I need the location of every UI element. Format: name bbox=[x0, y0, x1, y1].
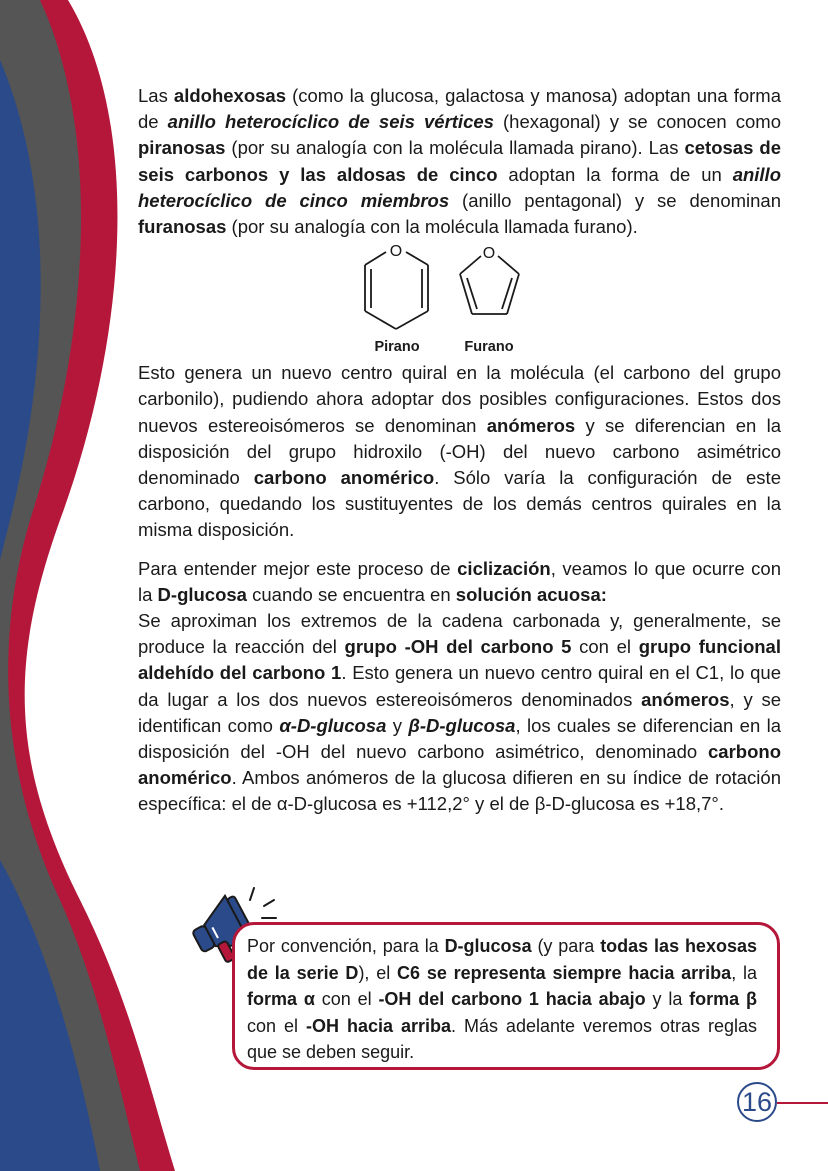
bold-text: anómeros bbox=[486, 414, 576, 436]
text: cuando se encuentra en bbox=[246, 583, 456, 605]
bold-text: forma β bbox=[689, 989, 757, 1009]
furan-oxygen: O bbox=[482, 245, 496, 263]
bold-text: forma α bbox=[247, 989, 315, 1009]
page-number-rule bbox=[777, 1102, 828, 1104]
text: (por su analogía con la molécula llamada pirano). Las bbox=[225, 137, 685, 159]
bold-text: carbono anomérico bbox=[138, 741, 781, 789]
bold-text: ciclización bbox=[457, 557, 551, 579]
furan-label: Furano bbox=[464, 339, 514, 356]
bold-italic-text: anillo heterocíclico de cinco miembros bbox=[138, 163, 781, 211]
text: con el bbox=[571, 636, 639, 658]
bold-text: cetosas de seis carbonos y las aldosas de cinco bbox=[138, 137, 781, 185]
text: , veamos lo que ocurre con la bbox=[138, 557, 781, 605]
bold-text: grupo funcional aldehído del carbono 1 bbox=[138, 636, 781, 684]
text: . Sólo varía la configuración de este carbono, quedando los sustituyentes de los demás centros quirales en la misma disposición. bbox=[138, 467, 781, 541]
pyran-furan-figure bbox=[138, 240, 781, 360]
text: y la bbox=[645, 989, 690, 1009]
paragraph-cyclization bbox=[138, 556, 781, 608]
main-text bbox=[138, 83, 781, 818]
bold-text: solución acuosa: bbox=[455, 583, 607, 605]
bold-text: aldohexosas bbox=[173, 85, 286, 106]
pyran-oxygen: O bbox=[389, 243, 403, 261]
text: adoptan la forma de un bbox=[497, 163, 733, 185]
text: con el bbox=[314, 989, 379, 1009]
text: . Más adelante veremos otras reglas que se deben seguir. bbox=[247, 1015, 757, 1062]
text: (hexagonal) y se conocen como bbox=[493, 111, 781, 133]
text: (como la glucosa, galactosa y manosa) adoptan una forma de bbox=[138, 85, 781, 133]
bold-italic-text: anillo heterocíclico de seis vértices bbox=[167, 111, 494, 133]
bold-italic-text: α-D-glucosa bbox=[279, 714, 387, 736]
pyran-label: Pirano bbox=[374, 339, 420, 356]
bold-text: anómeros bbox=[641, 688, 730, 710]
bold-text: D-glucosa bbox=[157, 583, 247, 605]
bold-text: furanosas bbox=[138, 216, 227, 238]
text: ), el bbox=[358, 962, 398, 983]
bold-text: D-glucosa bbox=[444, 936, 532, 956]
bold-text: -OH del carbono 1 hacia abajo bbox=[378, 989, 646, 1009]
text: (por su analogía con la molécula llamada furano). bbox=[226, 216, 638, 238]
text: Las bbox=[138, 85, 174, 106]
page-number: 16 bbox=[737, 1082, 777, 1122]
convention-callout bbox=[232, 922, 780, 1070]
text: con el bbox=[247, 1015, 306, 1036]
bold-text: piranosas bbox=[138, 137, 226, 159]
paragraph-anomers bbox=[138, 360, 781, 543]
paragraph-glucose bbox=[138, 608, 781, 818]
furan-structure bbox=[460, 256, 519, 314]
text: . Ambos anómeros de la glucosa difieren en su índice de rotación específica: el de α-D-glucosa es +112,2° y el de β-D-glucosa es +18,7°. bbox=[138, 767, 781, 815]
text: , los cuales se diferencian en la disposición del -OH del nuevo carbono asimétrico, denominado bbox=[138, 714, 782, 763]
text: (y para bbox=[531, 936, 601, 956]
bold-text: -OH hacia arriba bbox=[305, 1015, 451, 1036]
text: , y se identifican como bbox=[138, 688, 781, 736]
text: y se diferencian en la disposición del grupo hidroxilo (-OH) del nuevo carbono asimétrico denominado bbox=[138, 414, 781, 489]
paragraph-intro bbox=[138, 83, 781, 240]
text: . Esto genera un nuevo centro quiral en el C1, lo que da lugar a los dos nuevos estereoisómeros denominados bbox=[138, 662, 781, 710]
text: Para entender mejor este proceso de bbox=[138, 557, 458, 579]
bold-italic-text: β-D-glucosa bbox=[408, 714, 516, 736]
bold-text: grupo -OH del carbono 5 bbox=[344, 636, 572, 658]
text: Se aproximan los extremos de la cadena carbonada y, generalmente, se produce la reacción del bbox=[138, 610, 781, 658]
text: , la bbox=[731, 962, 757, 983]
bold-text: C6 se representa siempre hacia arriba bbox=[397, 962, 732, 983]
bold-text: carbono anomérico bbox=[253, 467, 435, 489]
pyran-structure bbox=[365, 252, 428, 329]
text: Esto genera un nuevo centro quiral en la molécula (el carbono del grupo carbonilo), pudiendo ahora adoptar dos posibles configuraciones. Estos dos nuevos estereoisómeros se denominan bbox=[138, 362, 781, 436]
text: Por convención, para la bbox=[247, 936, 445, 956]
text: (anillo pentagonal) y se denominan bbox=[449, 189, 782, 211]
text: y bbox=[386, 714, 409, 736]
bold-text: todas las hexosas de la serie D bbox=[247, 936, 757, 983]
